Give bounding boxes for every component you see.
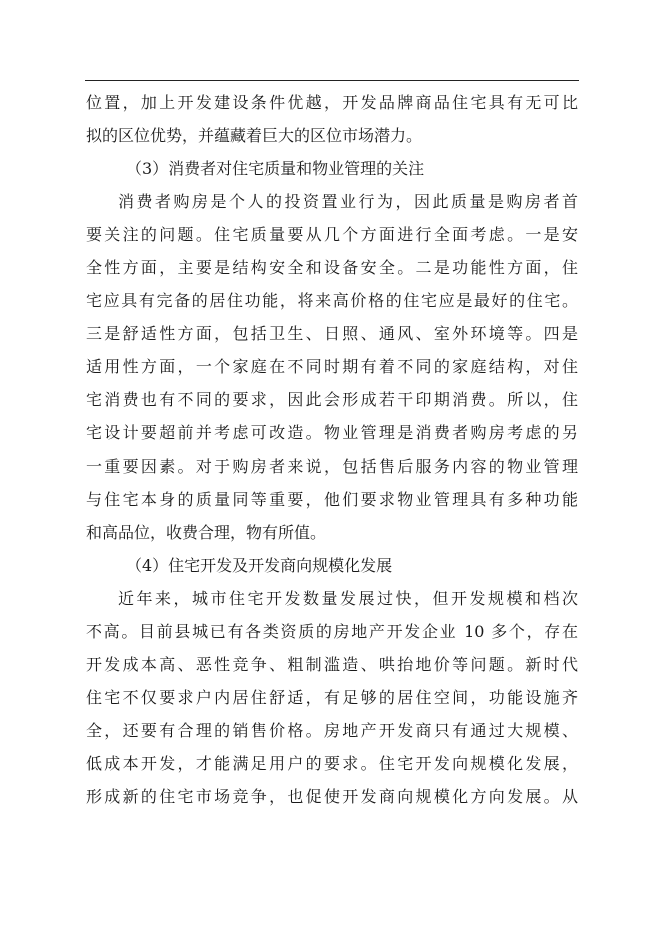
paragraph-line: 住宅不仅要求户内居住舒适，有足够的居住空间，功能设施齐 [86,687,578,707]
paragraph-line: 与住宅本身的质量同等重要，他们要求物业管理具有多种功能 [86,489,578,509]
paragraph-line: 三是舒适性方面，包括卫生、日照、通风、室外环境等。四是 [86,324,578,344]
section-heading-3: （3）消费者对住宅质量和物业管理的关注 [126,159,425,179]
paragraph-line: 全，还要有合理的销售价格。房地产开发商只有通过大规模、 [86,720,578,740]
paragraph-line: 全性方面，主要是结构安全和设备安全。二是功能性方面，住 [86,258,578,278]
paragraph-line: 适用性方面，一个家庭在不同时期有着不同的家庭结构，对住 [86,357,578,377]
paragraph-line: 拟的区位优势，并蕴藏着巨大的区位市场潜力。 [86,126,423,146]
paragraph-line: 和高品位，收费合理，物有所值。 [86,522,327,542]
paragraph-line: 消费者购房是个人的投资置业行为，因此质量是购房者首 [118,192,578,212]
paragraph-line: 形成新的住宅市场竞争，也促使开发商向规模化方向发展。从 [86,786,578,806]
paragraph-line: 一重要因素。对于购房者来说，包括售后服务内容的物业管理 [86,456,578,476]
paragraph-line: 宅应具有完备的居住功能，将来高价格的住宅应是最好的住宅。 [86,291,578,311]
paragraph-line: 开发成本高、恶性竞争、粗制滥造、哄抬地价等问题。新时代 [86,654,578,674]
paragraph-line: 宅消费也有不同的要求，因此会形成若干印期消费。所以，住 [86,390,578,410]
paragraph-line: 低成本开发，才能满足用户的要求。住宅开发向规模化发展， [86,753,578,773]
document-body [86,86,578,813]
paragraph-line: 不高。目前县城已有各类资质的房地产开发企业 10 多个，存在 [86,621,578,641]
paragraph-line: 位置，加上开发建设条件优越，开发品牌商品住宅具有无可比 [86,93,578,112]
header-rule [85,80,579,81]
paragraph-line: 近年来，城市住宅开发数量发展过快，但开发规模和档次 [118,588,578,608]
section-heading-4: （4）住宅开发及开发商向规模化发展 [126,555,393,575]
paragraph-line: 要关注的问题。住宅质量要从几个方面进行全面考虑。一是安 [86,225,578,245]
paragraph-line: 宅设计要超前并考虑可改造。物业管理是消费者购房考虑的另 [86,423,578,443]
